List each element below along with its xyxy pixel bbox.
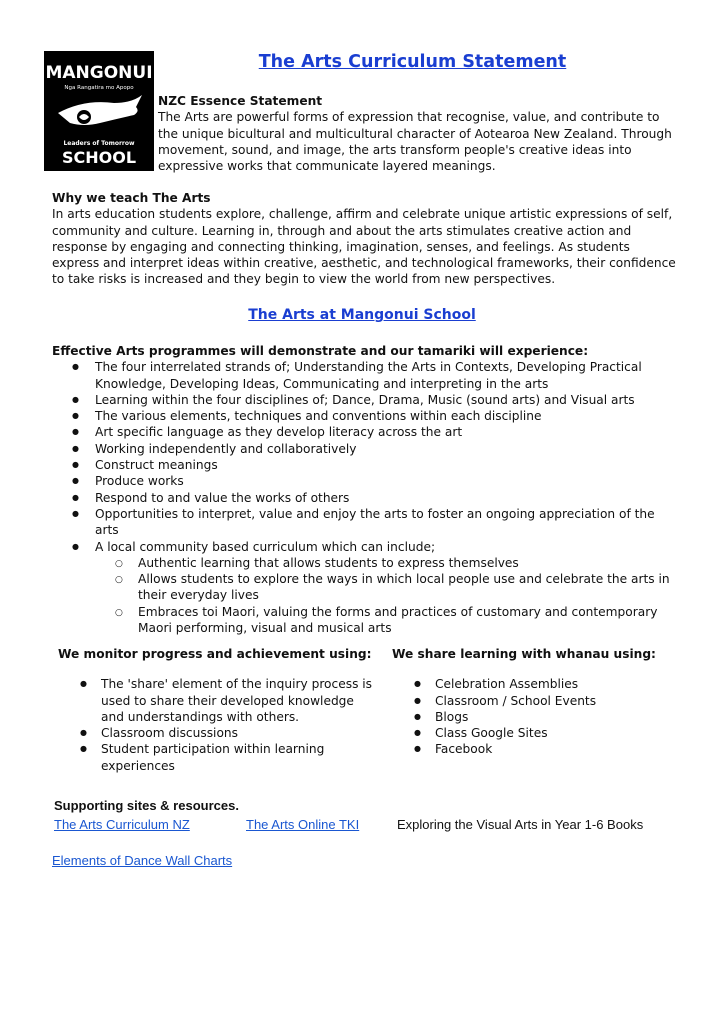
list-item: ● Classroom / School Events bbox=[392, 693, 712, 709]
logo-top-text: MANGONUI bbox=[45, 63, 153, 83]
logo-sub-text: Nga Rangatira mo Apopo bbox=[64, 85, 134, 91]
sub-list-item: ○ Allows students to explore the ways in which local people use and celebrate the arts in their everyday lives bbox=[95, 571, 672, 604]
visual-arts-books-text: Exploring the Visual Arts in Year 1-6 Books bbox=[397, 817, 644, 832]
list-item: ● The 'share' element of the inquiry process is used to share their developed knowledge and understandings with others. bbox=[58, 676, 378, 725]
sub-list-item: ○ Authentic learning that allows students to express themselves bbox=[95, 555, 672, 571]
list-item: ● Respond to and value the works of others bbox=[52, 490, 672, 506]
list-item: ● Classroom discussions bbox=[58, 725, 378, 741]
why-heading: Why we teach The Arts bbox=[52, 191, 211, 205]
share-heading: We share learning with whanau using: bbox=[392, 647, 656, 661]
list-item: ● Blogs bbox=[392, 709, 712, 725]
list-item bbox=[52, 539, 672, 637]
list-item: ● The four interrelated strands of; Understanding the Arts in Contexts, Developing Practical Knowledge, Developing Ideas, Communicating and interpreting in the arts bbox=[52, 359, 672, 392]
effective-heading: Effective Arts programmes will demonstrate and our tamariki will experience: bbox=[52, 344, 589, 358]
list-item: ● Produce works bbox=[52, 473, 672, 489]
list-item: ● Learning within the four disciplines of; Dance, Drama, Music (sound arts) and Visual arts bbox=[52, 392, 672, 408]
logo-bottom-text: SCHOOL bbox=[61, 148, 137, 167]
list-item-text: A local community based curriculum which can include; bbox=[95, 539, 436, 554]
sub-list-item: ○ Embraces toi Maori, valuing the forms and practices of customary and contemporary Maori performing, visual and musical arts bbox=[95, 604, 672, 637]
list-item: ● Class Google Sites bbox=[392, 725, 712, 741]
effective-list bbox=[52, 359, 672, 636]
list-item: ● Celebration Assemblies bbox=[392, 676, 712, 692]
dance-wall-charts-link[interactable]: Elements of Dance Wall Charts bbox=[52, 853, 233, 868]
list-item: ● Student participation within learning experiences bbox=[58, 741, 378, 774]
arts-online-tki-link[interactable]: The Arts Online TKI bbox=[246, 817, 360, 832]
resources-heading: Supporting sites & resources. bbox=[54, 798, 239, 813]
essence-body: The Arts are powerful forms of expression that recognise, value, and contribute to the unique bicultural and multicultural character of Aotearoa New Zealand. Through movement, sound, and image, the arts transform people's creative ideas into expressive works that communicate layered meanings. bbox=[158, 110, 672, 174]
share-section bbox=[392, 646, 712, 758]
school-logo bbox=[44, 51, 154, 171]
page-title[interactable]: The Arts Curriculum Statement bbox=[258, 52, 567, 72]
list-item: ● Art specific language as they develop literacy across the art bbox=[52, 424, 672, 440]
effective-section bbox=[52, 343, 672, 636]
community-sublist bbox=[95, 555, 672, 636]
essence-section bbox=[158, 93, 678, 174]
logo-motto: Leaders of Tomorrow bbox=[63, 140, 135, 147]
why-body: In arts education students explore, challenge, affirm and celebrate unique artistic expressions of self, community and culture. Learning in, through and about the arts stimulates creative action and response by engaging and connecting thinking, imagination, senses, and feelings. As students express and interpret ideas within creative, aesthetic, and technological frameworks, their confidence to take risks is increased and they begin to view the world from new perspectives. bbox=[52, 207, 676, 287]
list-item: ● Opportunities to interpret, value and enjoy the arts to foster an ongoing appreciation of the arts bbox=[52, 506, 672, 539]
share-list bbox=[392, 676, 712, 757]
arts-curriculum-link[interactable]: The Arts Curriculum NZ bbox=[54, 817, 190, 832]
why-section bbox=[52, 190, 677, 288]
monitor-section bbox=[58, 646, 378, 774]
monitor-heading: We monitor progress and achievement using: bbox=[58, 647, 372, 661]
list-item: ● Working independently and collaboratively bbox=[52, 441, 672, 457]
monitor-list bbox=[58, 676, 378, 774]
essence-heading: NZC Essence Statement bbox=[158, 94, 323, 108]
list-item: ● Construct meanings bbox=[52, 457, 672, 473]
list-item: ● The various elements, techniques and conventions within each discipline bbox=[52, 408, 672, 424]
list-item: ● Facebook bbox=[392, 741, 712, 757]
section-subtitle[interactable]: The Arts at Mangonui School bbox=[248, 307, 476, 323]
